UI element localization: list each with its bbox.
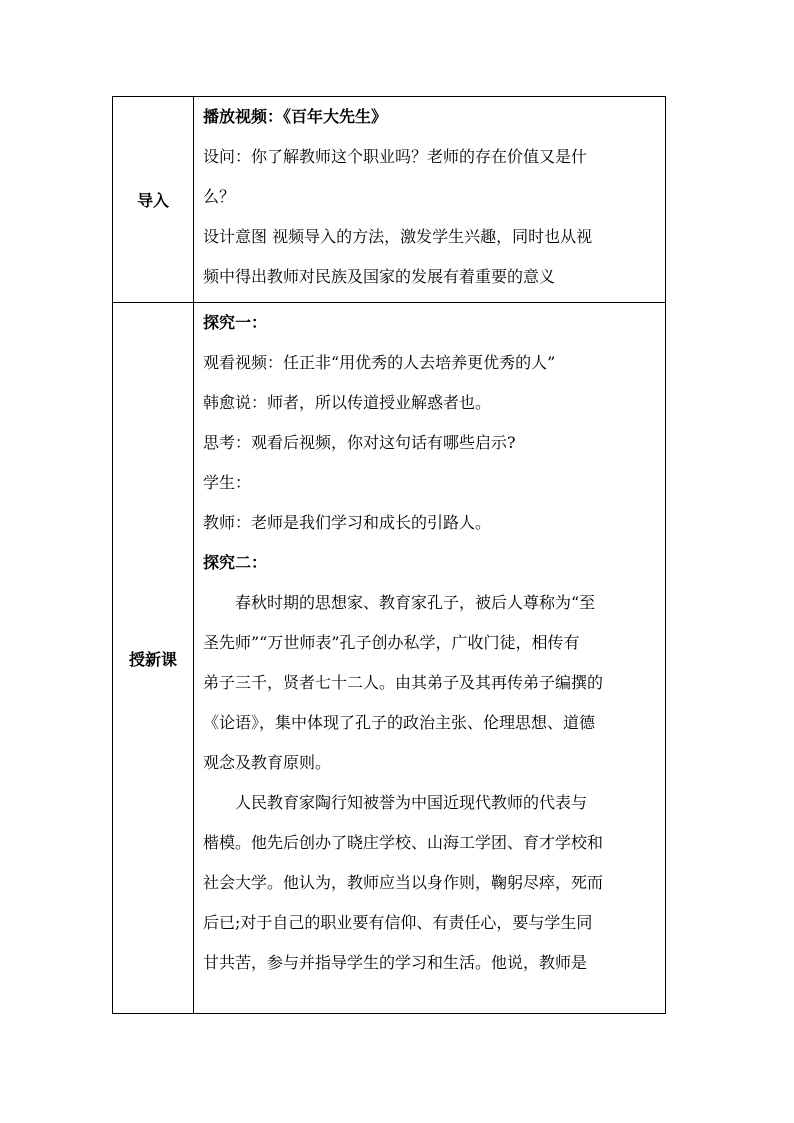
text-line: 教师：老师是我们学习和成长的引路人。	[203, 513, 492, 532]
section-content-intro	[194, 97, 666, 303]
text-line: 观念及教育原则。	[203, 753, 332, 772]
text-line: 么？	[203, 187, 236, 206]
section-label-new-lesson: 授新课	[113, 303, 194, 1014]
section-heading-line: 探究二：	[203, 553, 268, 572]
text-line: 观看视频：任正非“用优秀的人去培养更优秀的人”	[203, 353, 556, 372]
section-content-new-lesson	[194, 303, 666, 1014]
section-row-intro	[113, 97, 666, 303]
lesson-plan-table	[112, 96, 666, 1014]
text-line: 甘共苦，参与并指导学生的学习和生活。他说，教师是	[203, 953, 588, 972]
text-line: 设计意图 视频导入的方法，激发学生兴趣，同时也从视	[203, 227, 593, 246]
text-line: 弟子三千，贤者七十二人。由其弟子及其再传弟子编撰的	[203, 673, 604, 692]
section-heading-line: 播放视频：《百年大先生》	[203, 107, 388, 126]
section-label-intro: 导入	[113, 97, 194, 303]
text-line: 学生：	[203, 473, 252, 492]
text-line: 设问：你了解教师这个职业吗？老师的存在价值又是什	[203, 147, 588, 166]
section-heading-line: 探究一：	[203, 313, 268, 332]
text-line: 思考：观看后视频，你对这句话有哪些启示?	[203, 433, 516, 452]
text-line: 韩愈说：师者，所以传道授业解惑者也。	[203, 393, 492, 412]
text-line: 频中得出教师对民族及国家的发展有着重要的意义	[203, 267, 556, 286]
text-line: 春秋时期的思想家、教育家孔子，被后人尊称为“至	[235, 593, 596, 612]
text-line: 后已;对于自己的职业要有信仰、有责任心，要与学生同	[203, 913, 593, 932]
text-line: 人民教育家陶行知被誉为中国近现代教师的代表与	[235, 793, 588, 812]
section-row-new-lesson	[113, 303, 666, 1014]
text-line: 楷模。他先后创办了晓庄学校、山海工学团、育才学校和	[203, 833, 604, 852]
text-line: 《论语》，集中体现了孔子的政治主张、伦理思想、道德	[203, 713, 596, 732]
text-line: 圣先师”“万世师表”孔子创办私学，广收门徒，相传有	[203, 633, 580, 652]
text-line: 社会大学。他认为，教师应当以身作则，鞠躬尽瘁，死而	[203, 873, 604, 892]
